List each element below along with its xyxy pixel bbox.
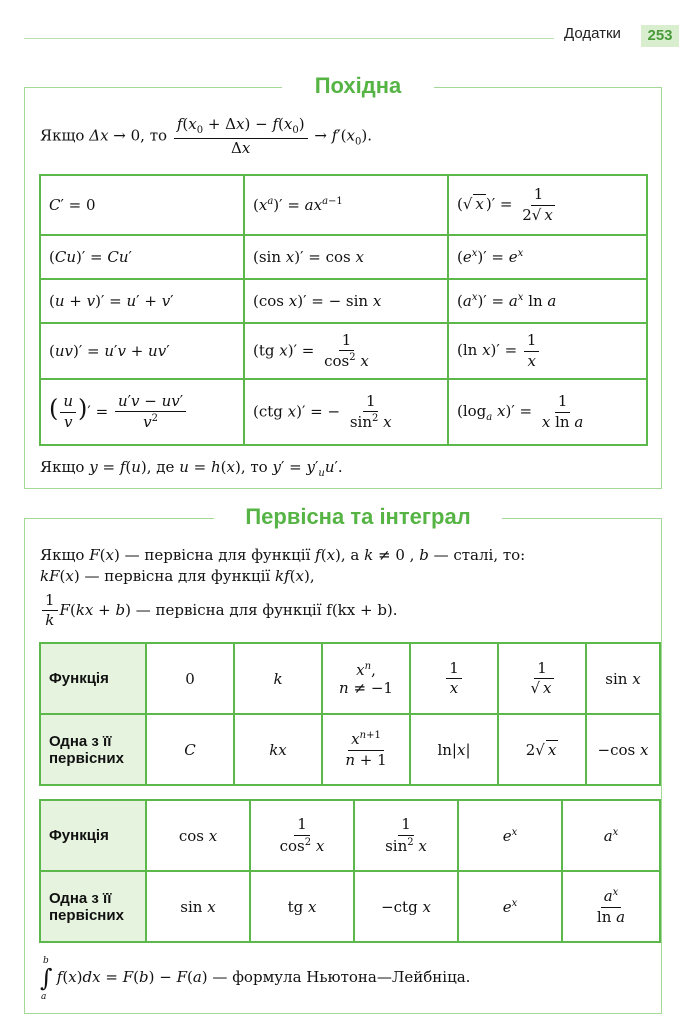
prim-ex: $e^x$ — [458, 871, 562, 942]
section-name: Додатки — [564, 25, 621, 42]
deriv-power: $(x^a)' = ax^{a-1}$ — [244, 175, 448, 235]
newton-leibniz: b ∫ a f(x)dx = F(b) − F(a) — формула Ньютона—Лейбніца. — [40, 956, 471, 1002]
deriv-ln: (ln x)′ = $\frac{1}{x}$ — [448, 323, 647, 379]
fn-ax: $a^x$ — [562, 800, 660, 871]
row-label-primitive: Одна з її первісних — [40, 714, 146, 785]
fn-sec2: $\frac{1}{\cos^2 x}$ — [250, 800, 354, 871]
prim-ln: ln|x| — [410, 714, 498, 785]
row-label-function-2: Функція — [40, 800, 146, 871]
antiderivative-intro: Якщо F(x) — первісна для функції f(x), а k ≠ 0 , b — сталі, то: — [40, 546, 526, 564]
prim-neg-cos: −cos x — [586, 714, 660, 785]
prim-tg: tg x — [250, 871, 354, 942]
limit-fraction: $\frac{f(x_0 + \Delta x) - f(x_0)}{\Delta x}$ — [174, 116, 308, 157]
deriv-quotient: ( $\frac{u}{v}$ )′ = $\frac{u'v - uv'}{v^2}$ — [40, 379, 244, 445]
fn-cos: cos x — [146, 800, 250, 871]
prim-2sqrt: 2√ x — [498, 714, 586, 785]
prim-neg-ctg: −ctg x — [354, 871, 458, 942]
header-rule — [24, 38, 554, 39]
page-number: 253 — [641, 25, 679, 47]
deriv-exp: $(e^x)' = e^x$ — [448, 235, 647, 279]
fn-ex: $e^x$ — [458, 800, 562, 871]
prim-ax: $\frac{a^x}{\text{ln a}}$ — [562, 871, 660, 942]
fn-inv-sqrt: $\frac{1}{√ x}$ — [498, 643, 586, 714]
prim-power: $\frac{x^{n+1}}{n + 1}$ — [322, 714, 410, 785]
fn-k: k — [234, 643, 322, 714]
prim-sin: sin x — [146, 871, 250, 942]
fn-csc2: $\frac{1}{\sin^2 x}$ — [354, 800, 458, 871]
antiderivative-title: Первісна та інтеграл — [214, 504, 502, 530]
prim-kx: kx — [234, 714, 322, 785]
row-label-function: Функція — [40, 643, 146, 714]
row-label-primitive-2: Одна з її первісних — [40, 871, 146, 942]
prim-c: C — [146, 714, 234, 785]
fn-zero: 0 — [146, 643, 234, 714]
antiderivative-scaling: kF(x) — первісна для функції kf(x), — [40, 567, 315, 585]
deriv-log: ($\log_a$ x)′ = $\frac{1}{\text{x ln a}}$ — [448, 379, 647, 445]
deriv-ctg: (ctg x)′ = − $\frac{1}{\sin^2 x}$ — [244, 379, 448, 445]
deriv-sum: (u + v)′ = u′ + v′ — [40, 279, 244, 323]
antiderivative-linear: $\frac{1}{k}$ F(kx + b) — первісна для функції f(kx + b). — [40, 592, 398, 630]
derivative-table — [39, 174, 648, 446]
deriv-ax: $(a^x)' = a^x$ ln a — [448, 279, 647, 323]
deriv-sin: (sin x)′ = cos x — [244, 235, 448, 279]
fn-sin: sin x — [586, 643, 660, 714]
fn-reciprocal: $\frac{1}{x}$ — [410, 643, 498, 714]
chain-rule: Якщо y = f(u), де u = h(x), то $y' = y'_uu'$. — [40, 458, 343, 479]
antiderivative-table-1 — [39, 642, 661, 786]
deriv-product: (uv)′ = u′v + uv′ — [40, 323, 244, 379]
deriv-cos: (cos x)′ = − sin x — [244, 279, 448, 323]
deriv-sqrt: (√ x )′ = $\frac{1}{2√ x}$ — [448, 175, 647, 235]
limit-definition: Якщо Δx → 0, то $\frac{f(x_0 + \Delta x) - f(x_0)}{\Delta x}$ → $f'(x_0)$. — [40, 115, 372, 157]
derivative-title: Похідна — [282, 73, 434, 99]
deriv-const: C′ = 0 — [40, 175, 244, 235]
deriv-cu: (Cu)′ = Cu′ — [40, 235, 244, 279]
antiderivative-table-2 — [39, 799, 661, 943]
deriv-tg: (tg x)′ = $\frac{1}{\cos^2 x}$ — [244, 323, 448, 379]
fn-power: $x^n$, n ≠ −1 — [322, 643, 410, 714]
